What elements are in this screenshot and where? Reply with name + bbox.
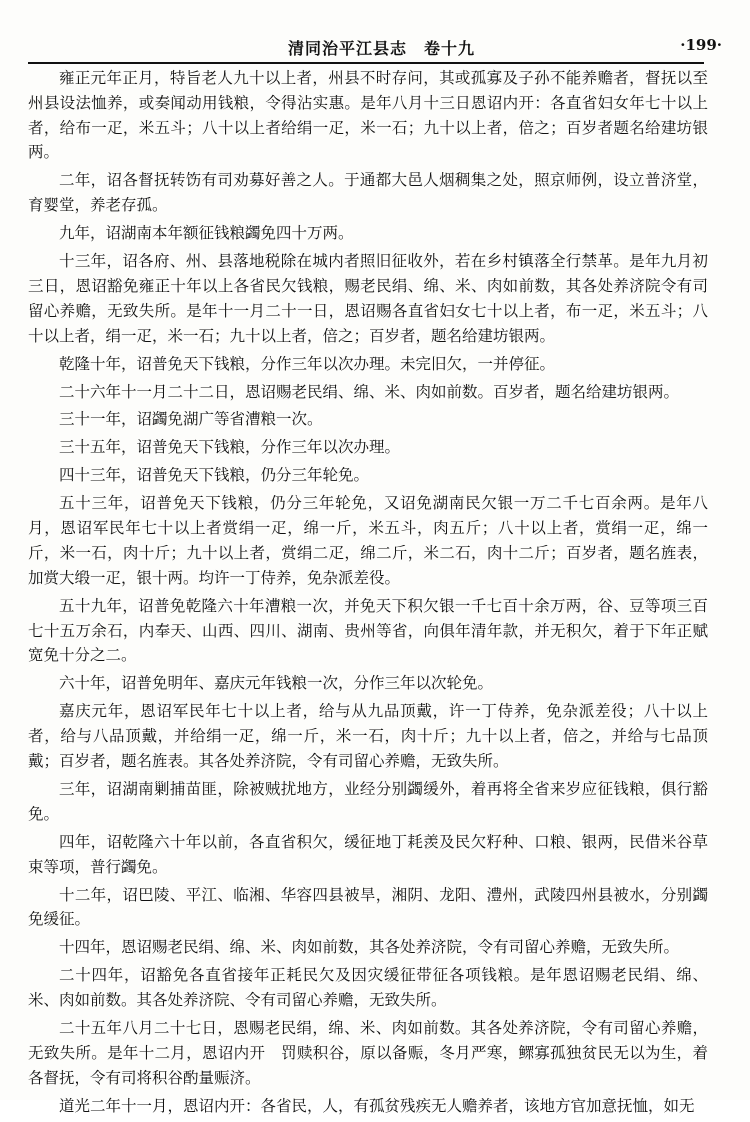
- paragraph: 雍正元年正月，特旨老人九十以上者，州县不时存问，其或孤寡及子孙不能养赡者，督抚以至州县设法恤养，或奏闻动用钱粮，令得沾实惠。是年八月十三日恩诏内开：各直省妇女年七十以上者，给布一疋，米五斗；八十以上者给绢一疋，米一石；九十以上者，倍之；百岁者题名给建坊银两。: [28, 69, 708, 162]
- paragraph: 五十九年，诏普免乾隆六十年漕粮一次，并免天下积欠银一千七百十余万两，谷、豆等项三百七十五万余石，内奉天、山西、四川、湖南、贵州等省，向俱年清年款，并无积欠，着于下年正赋宽免十分之二。: [28, 596, 708, 665]
- paragraph: 二年，诏各督抚转饬有司劝募好善之人。于通都大邑人烟稠集之处，照京师例，设立普济堂，育婴堂，养老存孤。: [28, 171, 708, 215]
- paragraph: 六十年，诏普免明年、嘉庆元年钱粮一次，分作三年以次轮免。: [59, 674, 494, 693]
- header-divider: [28, 62, 704, 64]
- paragraph: 五十三年，诏普免天下钱粮，仍分三年轮免，又诏免湖南民欠银一万二千七百余两。是年八月，恩诏军民年七十以上者赏绢一疋，绵一斤，米五斗，肉五斤；八十以上者，赏绢一疋，绵一斤，米一石，肉十斤；九十以上者，赏绢二疋，绵二斤，米二石，肉十二斤；百岁者，题名旌表，加赏大缎一疋，银十两。均许一丁侍养，免杂派差役。: [28, 494, 708, 587]
- paragraph: 四十三年，诏普免天下钱粮，仍分三年轮免。: [59, 466, 370, 485]
- paragraph: 二十四年，诏豁免各直省接年正耗民欠及因灾缓征带征各项钱粮。是年恩诏赐老民绢、绵、米、肉如前数。其各处养济院、令有司留心养赡，无致失所。: [28, 966, 708, 1010]
- paragraph: 四年，诏乾隆六十年以前，各直省积欠，缓征地丁耗羡及民欠籽种、口粮、银两，民借米谷草束等项，普行蠲免。: [28, 832, 708, 876]
- paragraph: 乾隆十年，诏普免天下钱粮，分作三年以次办理。未完旧欠，一并停征。: [59, 354, 556, 373]
- paragraph: 十二年，诏巴陵、平江、临湘、华容四县被旱，湘阴、龙阳、澧州，武陵四州县被水，分别蠲免缓征。: [28, 885, 708, 929]
- paragraph: 十三年，诏各府、州、县落地税除在城内者照旧征收外，若在乡村镇落全行禁革。是年九月初三日，恩诏豁免雍正十年以上各省民欠钱粮，赐老民绢、绵、米、肉如前数，其各处养济院令有司留心养赡，无致失所。是年十一月二十一日，恩诏赐各直省妇女七十以上者，布一疋，米五斗；八十以上者，绢一疋，米一石；九十以上者，倍之；百岁者，题名给建坊银两。: [28, 252, 708, 345]
- body-text: [28, 66, 708, 1122]
- paragraph: 道光二年十一月，恩诏内开：各省民，人，有孤贫残疾无人赡养者，该地方官加意抚恤，如无: [59, 1096, 695, 1115]
- paragraph: 三十五年，诏普免天下钱粮，分作三年以次办理。: [59, 438, 401, 457]
- paragraph: 三十一年，诏蠲免湖广等省漕粮一次。: [59, 410, 323, 429]
- page-title: 清同治平江县志 卷十九: [288, 39, 476, 58]
- page-header: [28, 30, 728, 60]
- paragraph: 十四年，恩诏赐老民绢、绵、米、肉如前数，其各处养济院，令有司留心养赡，无致失所。: [59, 938, 680, 957]
- paragraph: 嘉庆元年，恩诏军民年七十以上者，给与从九品顶戴，许一丁侍养，免杂派差役；八十以上者，给与八品顶戴，并给绢一疋，绵一斤，米一石，肉十斤；九十以上者，倍之，并给与七品顶戴；百岁者，题名旌表。其各处养济院，令有司留心养赡，无致失所。: [28, 702, 708, 770]
- paragraph: 二十五年八月二十七日，恩赐老民绢，绵、米、肉如前数。其各处养济院，令有司留心养赡，无致失所。是年十二月，恩诏内开 罚赎积谷，原以备赈，冬月严寒，鳏寡孤独贫民无以为生，着各督抚，令有司将积谷酌量赈济。: [28, 1019, 708, 1087]
- page-number: ·199·: [680, 36, 722, 54]
- paragraph: 九年，诏湖南本年额征钱粮蠲免四十万两。: [59, 224, 354, 243]
- paragraph: 三年，诏湖南剿捕苗匪，除被贼扰地方，业经分别蠲缓外，着再将全省来岁应征钱粮，俱行豁免。: [28, 779, 708, 823]
- paragraph: 二十六年十一月二十二日，恩诏赐老民绢、绵、米、肉如前数。百岁者，题名给建坊银两。: [59, 382, 680, 401]
